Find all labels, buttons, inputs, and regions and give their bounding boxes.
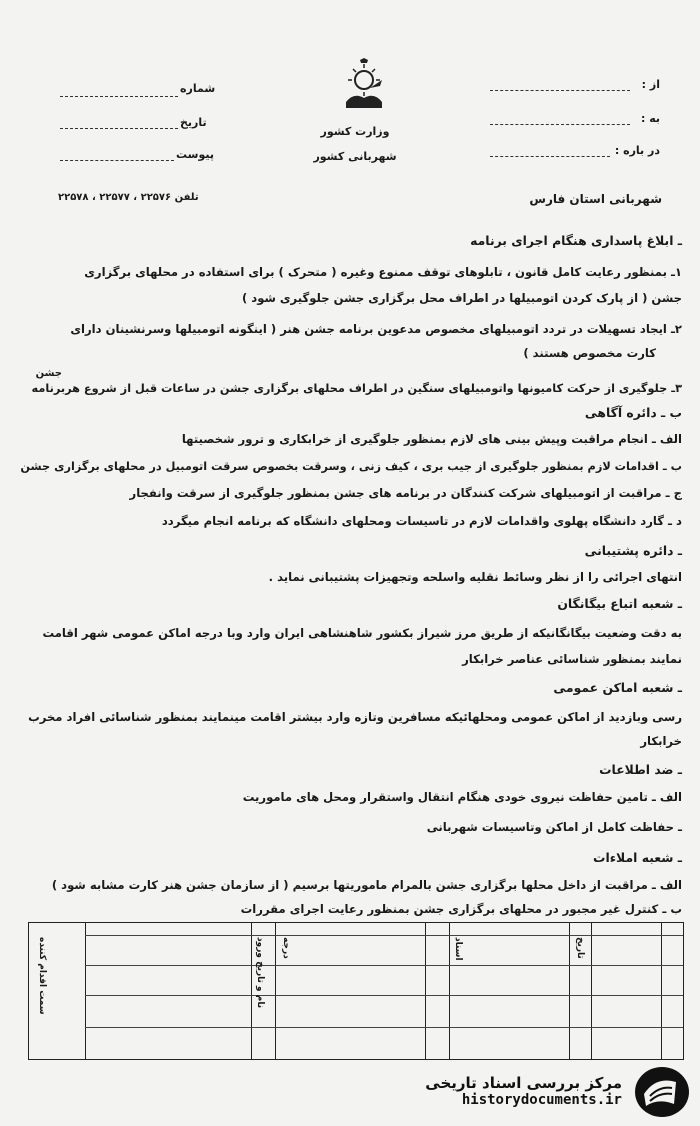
body-line: ج ـ مراقبت از اتومبیلهای شرکت کنندگان در برنامه های جشن بمنظور جلوگیری از سرقت وانفجار — [129, 486, 682, 500]
body-line: کارت مخصوص هستند ) — [523, 346, 656, 360]
body-line: به دقت وضعیت بیگانگانیکه از طریق مرز شیراز بکشور شاهنشاهی ایران وارد وبا درجه اماکن عمومی شهر اقامت — [42, 626, 682, 640]
body-line: جشن ( از پارک کردن اتومبیلها در اطراف محل برگزاری جشن جلوگیری شود ) — [241, 291, 682, 305]
to-field-line — [490, 124, 630, 125]
body-line: جشن — [35, 368, 62, 379]
body-line: ب ـ اقدامات لازم بمنظور جلوگیری از جیب بری ، کیف زنی ، وسرقت بخصوص سرقت اتومبیل در محلهای برگزاری جشن — [20, 460, 682, 473]
archive-logo-icon — [630, 1064, 690, 1120]
body-line: ـ دائره پشتیبانی — [584, 543, 682, 558]
table-label-documents: اسناد — [453, 937, 463, 961]
body-line: ب ـ کنترل غیر مجبور در محلهای برگزاری جشن بمنظور رعایت اجرای مقررات — [240, 902, 682, 916]
body-line: ـ شعبه املاءات — [593, 850, 682, 865]
to-field-label: به : — [640, 112, 660, 125]
date-field-line — [60, 128, 178, 129]
body-line: ـ ابلاغ پاسداری هنگام اجرای برنامه — [470, 233, 682, 248]
phone-numbers: تلفن ۲۲۵۷۶ ، ۲۲۵۷۷ ، ۲۲۵۷۸ — [58, 192, 199, 203]
body-line: الف ـ انجام مراقبت وپیش بینی های لازم بمنظور جلوگیری از خرابکاری و ترور شخصیتها — [181, 432, 682, 446]
table-label-date: تاریخ — [575, 937, 585, 959]
number-field-line — [60, 96, 178, 97]
body-line: رسی وبازدید از اماکن عمومی ومحلهائیکه مسافرین وتازه وارد بیشتر اقامت مینمایند بمنظور شناسائی افراد مخرب — [28, 710, 682, 724]
body-line: د ـ گارد دانشگاه پهلوی واقدامات لازم در تاسیسات ومحلهای دانشگاه که برنامه انجام میگردد — [161, 514, 682, 528]
table-label-name-date: نام و تاریخ ورود — [255, 937, 265, 1009]
body-line: ۱ـ بمنظور رعایت کامل قانون ، تابلوهای توقف ممنوع وغیره ( متحرک ) برای استفاده در محلهای برگزاری — [84, 265, 682, 279]
body-line: انتهای اجرائی را از نظر وسائط نقلیه واسلحه وتجهیزات پشتیبانی نماید . — [268, 570, 682, 584]
subject-field-line — [490, 156, 610, 157]
watermark-title: مرکز بررسی اسناد تاریخی — [425, 1074, 622, 1092]
body-line: الف ـ مراقبت از داخل محلها برگزاری جشن بالمرام ماموریتها برسیم ( از سازمان جشن هنر کارت مشابه شود ) — [51, 878, 682, 892]
from-field-line — [490, 90, 630, 91]
police-department-name: شهربانی کشور — [313, 150, 397, 163]
body-line: نمایند بمنظور شناسائی عناصر خرابکار — [462, 652, 682, 666]
watermark-text — [425, 1074, 622, 1108]
body-line: ـ حفاظت کامل از اماکن وتاسیسات شهربانی — [426, 820, 682, 834]
body-line: ـ شعبه اتباع بیگانگان — [557, 596, 682, 611]
body-line: ب ـ دائره آگاهی — [584, 405, 682, 420]
body-line: ـ شعبه اماکن عمومی — [553, 680, 682, 695]
lion-and-sun-emblem-icon — [340, 58, 388, 114]
date-field-label: تاریخ — [180, 116, 207, 129]
number-field-label: شماره — [180, 82, 216, 95]
routing-table — [28, 922, 684, 1060]
body-line: ۳ـ جلوگیری از حرکت کامیونها واتومبیلهای سنگین در اطراف محلهای برگزاری جشن در ساعات قبل از شروع هربرنامه — [31, 382, 682, 395]
table-label-action-officer: سمت اقدام کننده — [37, 937, 47, 1015]
subject-field-label: در باره : — [614, 144, 660, 157]
attachment-field-line — [60, 160, 174, 161]
ministry-name: وزارت کشور — [320, 125, 390, 138]
body-line: ۲ـ ایجاد تسهیلات در تردد اتومبیلهای مخصوص مدعوین برنامه جشن هنر ( اینگونه اتومبیلها وسرنشینان دارای — [70, 322, 682, 336]
body-line: الف ـ تامین حفاظت نیروی خودی هنگام انتقال واستقرار ومحل های ماموریت — [242, 790, 682, 804]
watermark-url: historydocuments.ir — [461, 1092, 622, 1108]
attachment-field-label: پیوست — [176, 148, 214, 161]
table-label-rank: درجه — [281, 937, 291, 959]
body-line: خرابکار — [640, 734, 682, 748]
department-heading: شهربانی استان فارس — [529, 192, 662, 206]
body-line: ـ ضد اطلاعات — [599, 762, 682, 777]
from-field-label: از : — [641, 78, 660, 91]
